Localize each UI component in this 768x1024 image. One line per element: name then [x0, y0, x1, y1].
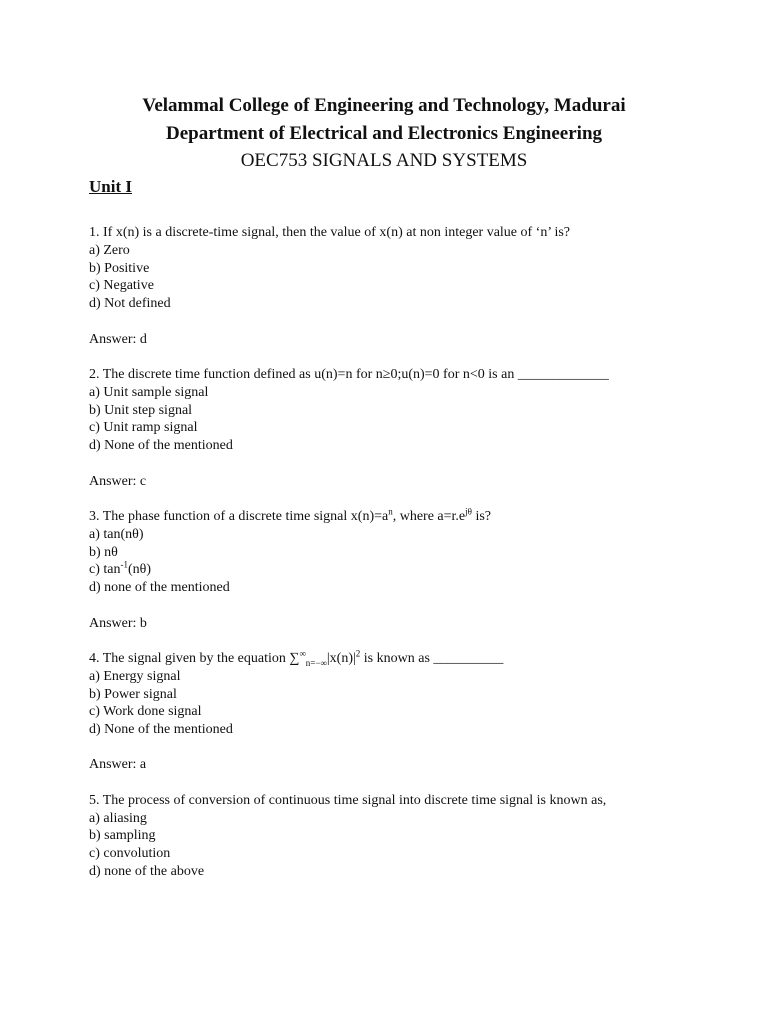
question-text: 5. The process of conversion of continuous time signal into discrete time signal is known as, — [89, 792, 607, 808]
option: b) sampling — [89, 828, 156, 844]
option: b) nθ — [89, 544, 118, 560]
option-part: (nθ) — [127, 562, 152, 578]
option: c) Negative — [89, 278, 154, 294]
course-title: OEC753 SIGNALS AND SYSTEMS — [240, 150, 528, 171]
option: d) None of the mentioned — [89, 722, 233, 738]
subscript: n=−∞ — [305, 657, 327, 668]
question-block-4 — [89, 650, 749, 792]
question-block-5 — [89, 792, 749, 881]
college-title: Velammal College of Engineering and Technology, Madurai — [142, 95, 626, 116]
option: a) Energy signal — [89, 668, 181, 684]
question-text-part: |x(n)| — [326, 650, 356, 666]
answer: Answer: a — [89, 757, 147, 773]
option-part: c) tan — [89, 562, 121, 578]
option: a) Zero — [89, 242, 130, 258]
superscript: 2 — [355, 648, 361, 659]
superscript: -1 — [120, 559, 128, 570]
unit-heading: Unit I — [89, 177, 132, 196]
department-title: Department of Electrical and Electronics Engineering — [165, 123, 603, 144]
question-text — [89, 508, 749, 526]
question-block-2 — [89, 366, 749, 508]
superscript: ∞ — [299, 648, 306, 659]
option: b) Positive — [89, 260, 150, 276]
question-text-part: 4. The signal given by the equation ∑ — [89, 650, 300, 666]
option: c) Work done signal — [89, 704, 202, 720]
superscript: jθ — [465, 506, 472, 517]
option: d) none of the above — [89, 864, 205, 880]
option: a) tan(nθ) — [89, 526, 144, 542]
option: b) Unit step signal — [89, 402, 193, 418]
question-text — [89, 650, 749, 668]
question-text-part: is? — [471, 508, 492, 524]
option: c) convolution — [89, 846, 171, 862]
option: d) None of the mentioned — [89, 438, 233, 454]
question-list — [89, 224, 749, 881]
question-text: 1. If x(n) is a discrete-time signal, then the value of x(n) at non integer value of ‘n’ is? — [89, 225, 571, 240]
superscript: n — [388, 506, 393, 517]
question-text-part: is known as __________ — [360, 650, 504, 666]
option: b) Power signal — [89, 686, 177, 702]
option: c) Unit ramp signal — [89, 420, 198, 436]
question-block-3 — [89, 508, 749, 650]
option — [89, 561, 749, 579]
answer: Answer: d — [89, 331, 147, 347]
option: a) aliasing — [89, 810, 147, 826]
answer: Answer: c — [89, 473, 147, 489]
question-block-1 — [89, 224, 749, 366]
option: a) Unit sample signal — [89, 384, 209, 400]
question-text-part: 3. The phase function of a discrete time signal x(n)=a — [89, 508, 389, 524]
answer: Answer: b — [89, 615, 147, 631]
option: d) Not defined — [89, 296, 171, 312]
question-text-part: , where a=r.e — [392, 508, 466, 524]
option: d) none of the mentioned — [89, 580, 230, 596]
question-text: 2. The discrete time function defined as u(n)=n for n≥0;u(n)=0 for n<0 is an _____________ — [89, 366, 609, 382]
